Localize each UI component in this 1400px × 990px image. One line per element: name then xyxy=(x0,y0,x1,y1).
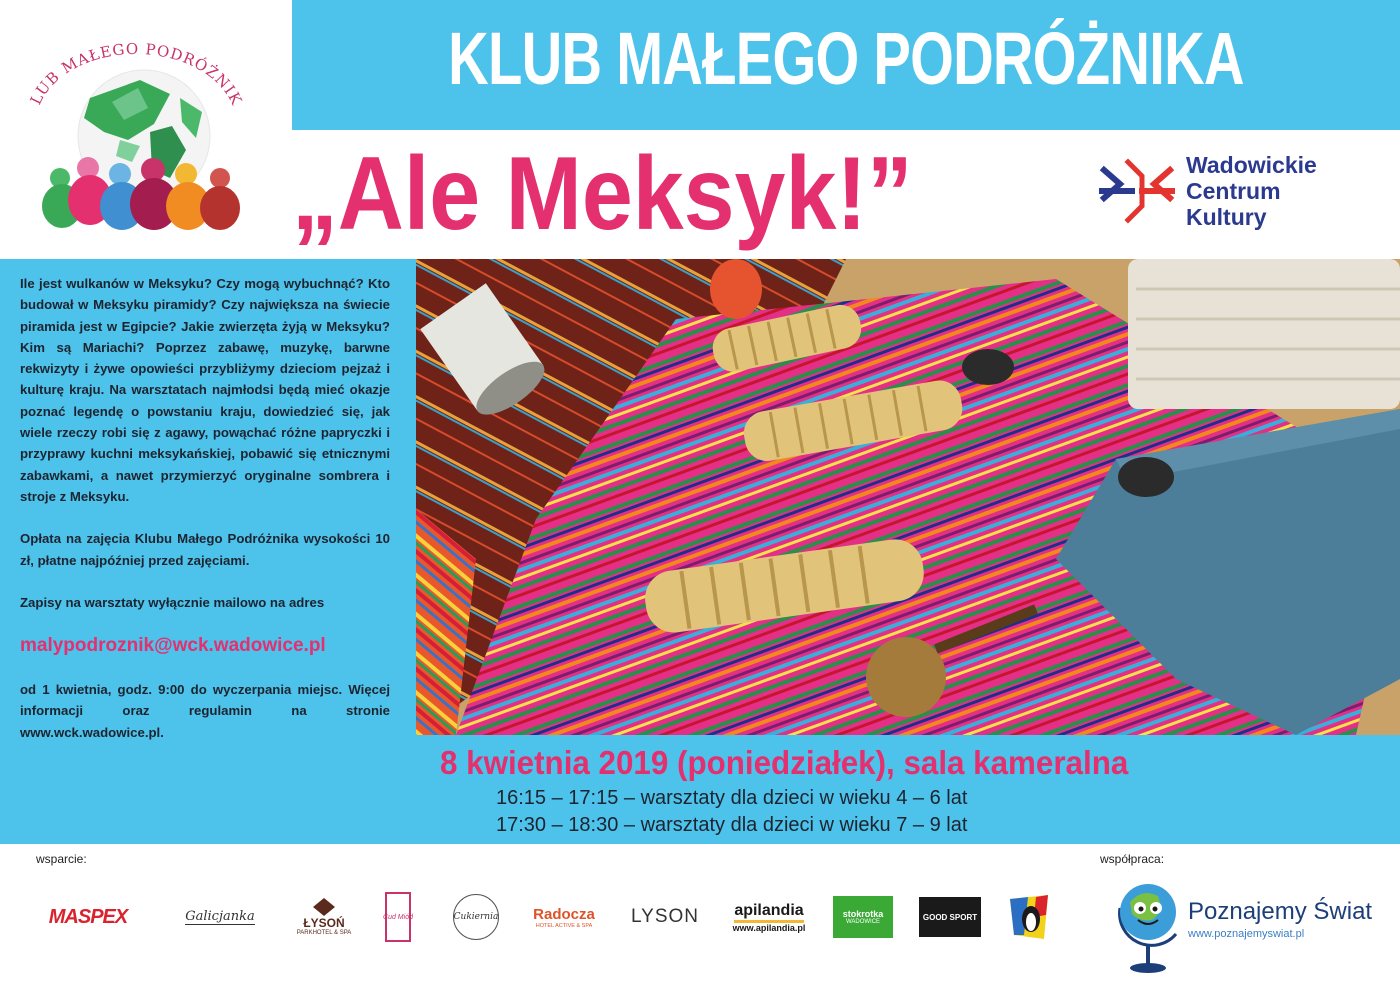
sponsor-radocza-text: Radocza xyxy=(533,905,595,923)
sponsor-good-sport-logo xyxy=(918,890,982,944)
sponsor-good-sport-text: GOOD SPORT xyxy=(922,912,978,922)
sponsor-lyson-hotel-sub: PARKHOTEL & SPA xyxy=(296,930,352,936)
sponsor-galicjanka-logo xyxy=(170,890,270,944)
wck-arrows-icon xyxy=(1098,156,1176,226)
wck-name-line1: Wadowickie xyxy=(1186,152,1317,178)
photo-illustration xyxy=(416,259,1400,735)
page-title: KLUB MAŁEGO PODRÓŻNIKA xyxy=(448,17,1244,100)
cooperation-label: współpraca: xyxy=(1100,852,1165,866)
signup-dates-text: od 1 kwietnia, godz. 9:00 do wyczerpania miejsc. Więcej informacji oraz regulamin na stronie www.wck.wadowice.pl. xyxy=(20,682,390,740)
signup-text: Zapisy na warsztaty wyłącznie mailowo na adres xyxy=(20,594,325,610)
sponsor-apilandia-text: apilandia xyxy=(734,902,803,923)
sponsor-stokrotka-logo xyxy=(830,890,896,944)
sponsor-lyson-hotel-logo xyxy=(292,890,356,944)
support-label: wsparcie: xyxy=(36,852,87,866)
sponsor-stokrotka-text: stokrotka xyxy=(842,909,884,919)
sponsor-cud-miod-logo xyxy=(376,890,420,944)
event-band xyxy=(416,735,1400,844)
session-time-2: 17:30 – 18:30 – warsztaty dla dzieci w wieku 7 – 9 lat xyxy=(496,814,968,836)
sponsor-radocza-sub: HOTEL ACTIVE & SPA xyxy=(535,922,593,929)
wck-logo xyxy=(1098,150,1328,236)
sponsor-apilandia-sub: www.apilandia.pl xyxy=(732,922,806,933)
sponsor-lyson-hotel-text: ŁYSOŃ xyxy=(303,916,345,930)
club-logo xyxy=(20,28,252,238)
sponsor-cukiernia-text: Cukiernia xyxy=(453,912,499,922)
session-time-1: 16:15 – 17:15 – warsztaty dla dzieci w wieku 4 – 6 lat xyxy=(496,787,968,809)
info-body xyxy=(20,273,390,743)
partner-url-link[interactable]: www.poznajemyswiat.pl xyxy=(1188,928,1305,940)
club-logo-arc-text: LUB MAŁEGO PODRÓŻNIK xyxy=(26,39,246,108)
sponsor-cukiernia-logo xyxy=(448,890,504,944)
wck-name-line3: Kultury xyxy=(1186,204,1267,230)
sponsor-radocza-logo xyxy=(522,890,606,944)
wck-name-line2: Centrum xyxy=(1186,178,1281,204)
sponsor-lyson-text: LYSON xyxy=(630,906,699,927)
sponsor-lyson-logo xyxy=(624,890,706,944)
globe-with-children-icon xyxy=(20,28,252,238)
fee-text: Opłata na zajęcia Klubu Małego Podróżnika wysokości 10 zł, płatne najpóźniej przed zajęciami. xyxy=(20,531,390,568)
event-subtitle: „Ale Meksyk!” xyxy=(292,136,913,252)
partner-name: Poznajemy Świat xyxy=(1188,898,1373,925)
title-band xyxy=(292,0,1400,130)
lyson-hotel-emblem-icon xyxy=(313,898,335,916)
sponsor-stokrotka-sub: WADOWICE xyxy=(845,919,881,925)
signup-email-link[interactable]: malypodroznik@wck.wadowice.pl xyxy=(20,635,326,657)
globe-mascot-icon xyxy=(1112,868,1184,978)
description-text: Ile jest wulkanów w Meksyku? Czy mogą wybuchnąć? Kto budował w Meksyku piramidy? Czy największa na świecie piramida jest w Egipcie? Jakie zwierzęta żyją w Meksyku? Kim są Mariachi? Poprzez zabawę, muzykę, barwne rekwizyty i żywe opowieści przybliżymy dzieciom pejzaż i kulturę kraju. Na warsztatach najmłodsi będą mieć okazje poznać legendę o powstaniu kraju, dowiedzieć się, jak wiele rzeczy robi się z agawy, powąchać różne papryczki i przyprawy kuchni meksykańskiej, pobawić się etnicznymi zabawkami, a nawet przymierzyć oryginalne sombrera i stroje z Meksyku. xyxy=(20,276,390,504)
mexican-instruments-photo xyxy=(416,259,1400,735)
event-date: 8 kwietnia 2019 (poniedziałek), sala kameralna xyxy=(440,744,1129,781)
sponsor-apilandia-logo xyxy=(726,890,812,944)
wck-name xyxy=(1186,152,1317,230)
sponsor-maspex-text: MASPEX xyxy=(48,905,128,928)
partner-poznajemy-swiat-logo xyxy=(1112,868,1382,978)
sponsor-penguin-logo xyxy=(1006,890,1052,944)
sponsor-maspex-logo xyxy=(34,890,142,944)
info-panel xyxy=(0,259,416,844)
penguin-icon xyxy=(1010,895,1048,939)
sponsor-galicjanka-text: Galicjanka xyxy=(185,909,255,924)
sponsor-cud-miod-text: Cud Miód xyxy=(383,913,413,921)
